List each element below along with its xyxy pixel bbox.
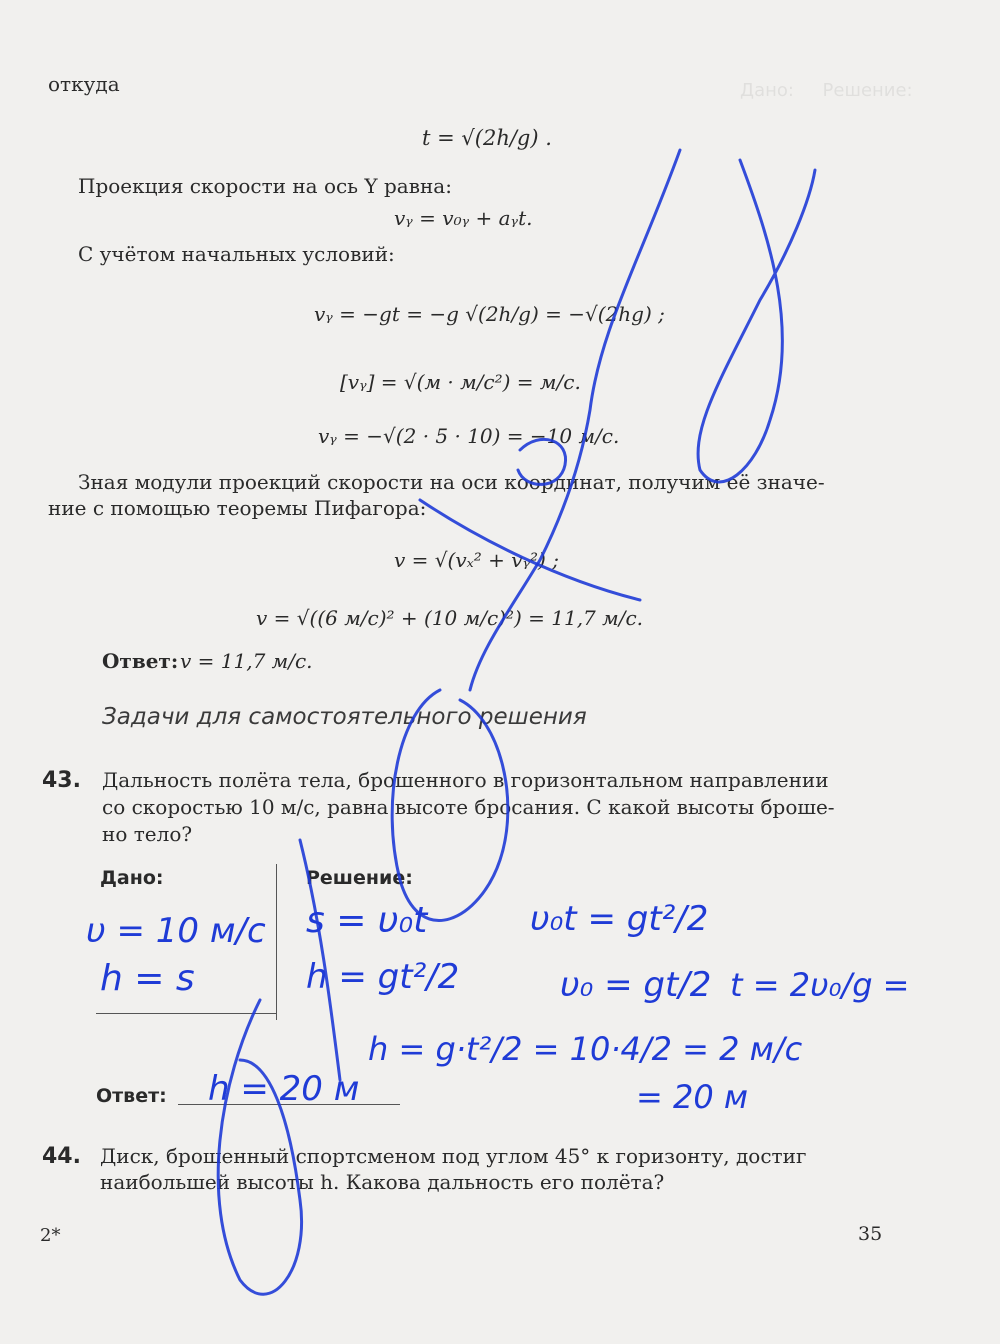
- formula-units: [vᵧ] = √(м · м/с²) = м/с.: [340, 370, 581, 394]
- hand-v0-eq: υ₀ = gt/2: [560, 965, 712, 1005]
- hand-t-eq: t = 2υ₀/g =: [730, 966, 910, 1004]
- initial-conditions-text: С учётом начальных условий:: [78, 242, 395, 266]
- bleed-through-ghost: Дано: Решение:: [740, 80, 913, 101]
- scribble-stroke-sweep: [420, 500, 640, 600]
- scribble-circle-small: [518, 439, 566, 484]
- problem-44-line1: Диск, брошенный спортсменом под углом 45° к горизонту, достиг: [100, 1144, 807, 1168]
- formula-vy-general: vᵧ = v₀ᵧ + aᵧt.: [394, 206, 533, 230]
- section-title: Задачи для самостоятельного решения: [102, 704, 587, 730]
- formula-v: v = √(vₓ² + vᵧ²) ;: [394, 548, 559, 572]
- pythagoras-text-line2: ние с помощью теоремы Пифагора:: [48, 496, 427, 520]
- scribble-loop-bottom: [218, 1000, 301, 1294]
- hand-given-v: υ = 10 м/с: [86, 911, 266, 951]
- problem-44-line2: наибольшей высоты h. Какова дальность его полёта?: [100, 1170, 665, 1194]
- given-label: Дано:: [100, 867, 164, 889]
- formula-time: t = √(2h/g) .: [422, 126, 552, 150]
- projection-text: Проекция скорости на ось Y равна:: [78, 174, 452, 198]
- scribble-stroke-large: [698, 160, 815, 482]
- footer-mark: 2*: [40, 1225, 61, 1246]
- formula-v-value: v = √((6 м/с)² + (10 м/с)²) = 11,7 м/с.: [256, 606, 644, 630]
- formula-vy-value: vᵧ = −√(2 · 5 · 10) = −10 м/с.: [318, 424, 620, 448]
- page-number: 35: [858, 1223, 883, 1245]
- hand-h-result: = 20 м: [636, 1078, 749, 1116]
- formula-vy: vᵧ = −gt = −g √(2h/g) = −√(2hg) ;: [314, 302, 665, 326]
- hand-s-eq: s = υ₀t: [306, 900, 428, 941]
- intro-word: откуда: [48, 72, 120, 96]
- problem-43-line2: со скоростью 10 м/с, равна высоте бросания. С какой высоты броше-: [102, 795, 835, 819]
- problem-43-answer-label: Ответ:: [96, 1085, 167, 1107]
- hand-v0t-eq: υ₀t = gt²/2: [530, 899, 709, 939]
- hand-h-eq: h = gt²/2: [306, 957, 460, 997]
- hand-given-h: h = s: [100, 958, 195, 999]
- pythagoras-text-line1: Зная модули проекций скорости на оси координат, получим её значе-: [78, 470, 825, 494]
- problem-43-number: 43.: [42, 768, 81, 793]
- answer-value: v = 11,7 м/с.: [180, 649, 313, 673]
- problem-43-line1: Дальность полёта тела, брошенного в горизонтальном направлении: [102, 768, 829, 792]
- problem-43-line3: но тело?: [102, 822, 193, 846]
- hand-answer: h = 20 м: [208, 1069, 360, 1109]
- scribble-loop-big: [392, 690, 508, 920]
- solution-label: Решение:: [306, 867, 413, 889]
- answer-label: Ответ:: [102, 649, 179, 673]
- scribble-stroke-diagonal: [470, 150, 680, 690]
- hand-h-calc: h = g·t²/2 = 10·4/2 = 2 м/с: [368, 1030, 803, 1068]
- problem-44-number: 44.: [42, 1144, 81, 1169]
